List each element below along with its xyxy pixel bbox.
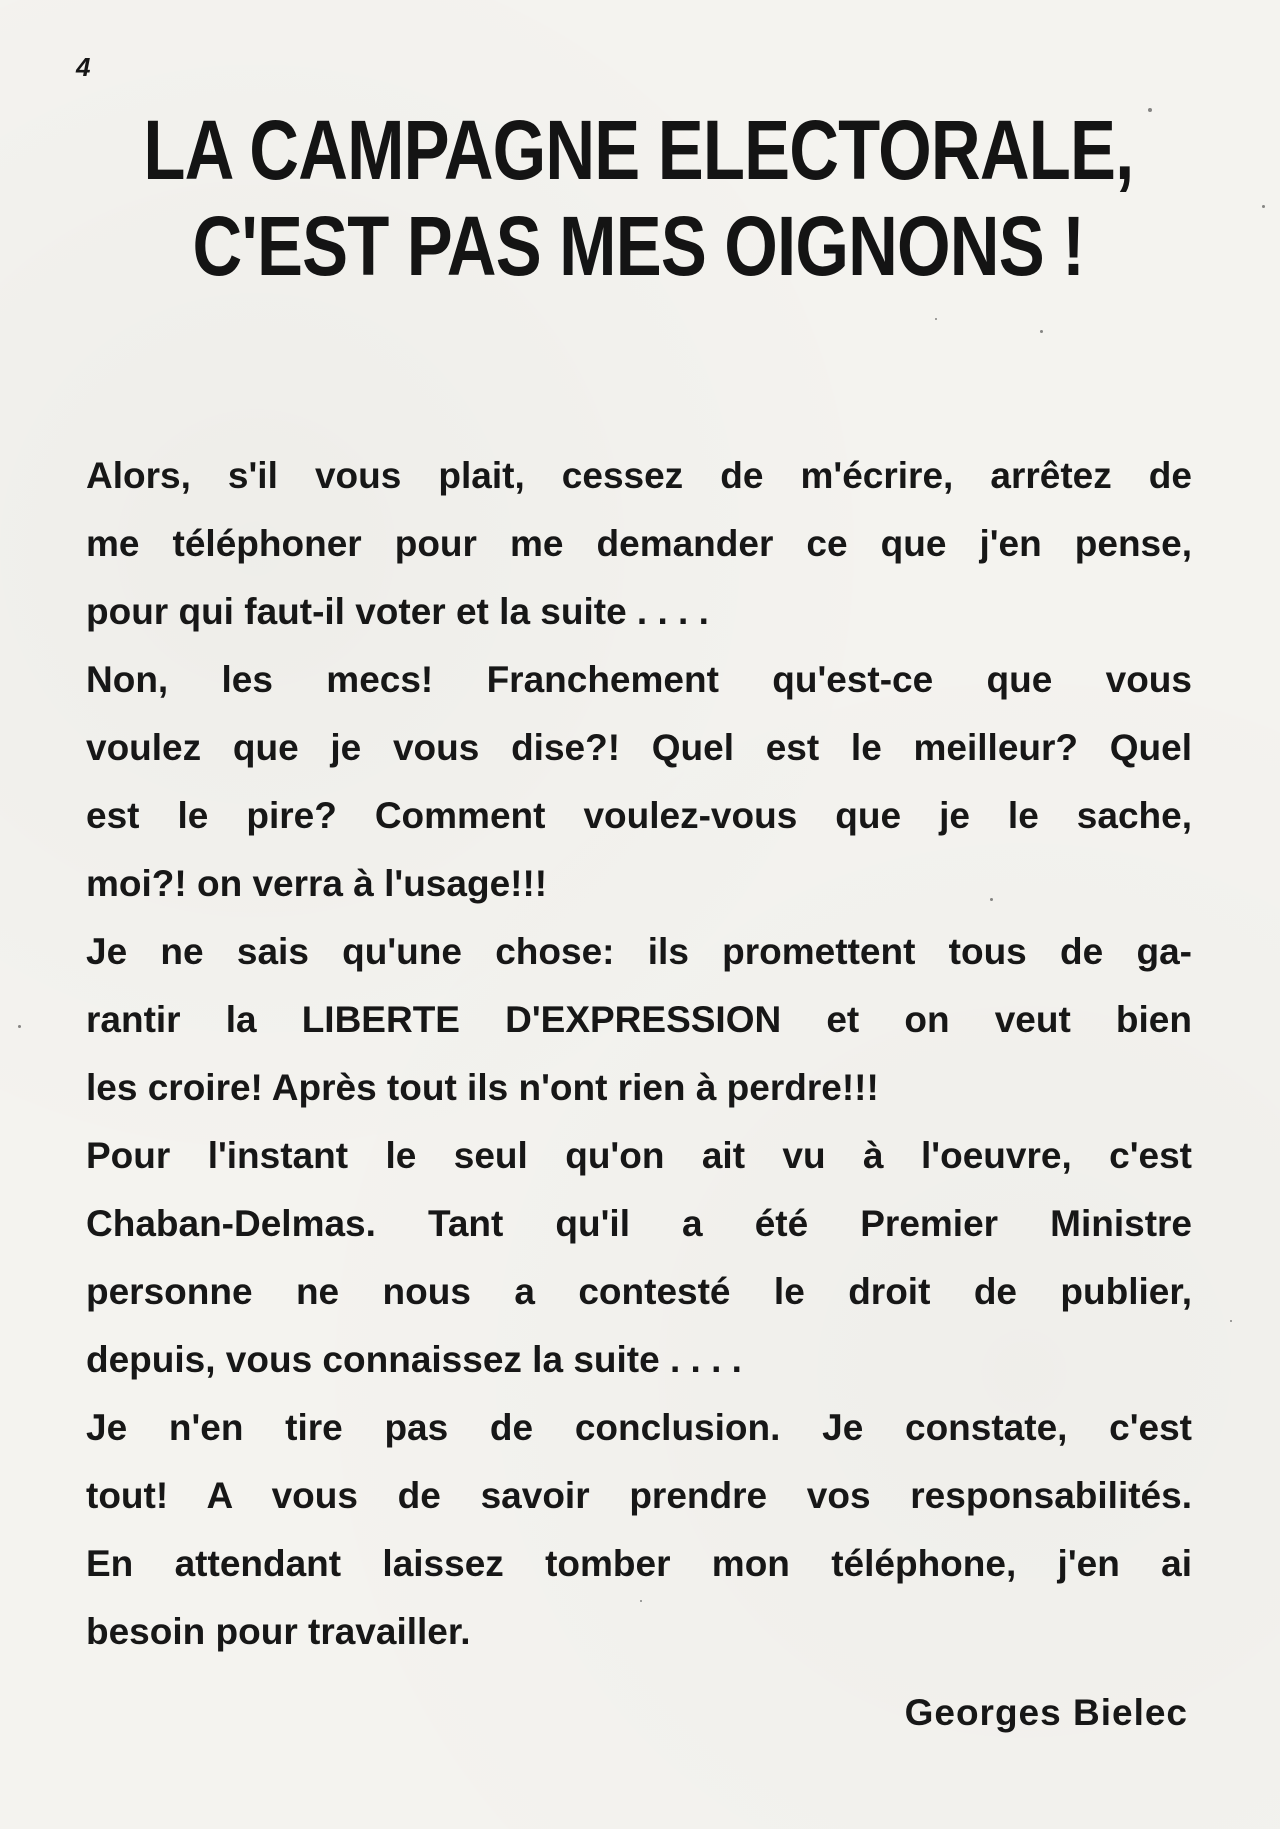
print-speck xyxy=(990,898,993,901)
article-headline xyxy=(130,102,1147,294)
body-line: Pour l'instant le seul qu'on ait vu à l'oeuvre, c'est xyxy=(86,1135,1192,1176)
body-line: tout! A vous de savoir prendre vos responsabilités. xyxy=(86,1475,1192,1516)
print-speck xyxy=(640,1600,642,1602)
page-number: 4 xyxy=(76,52,91,82)
body-line: pour qui faut-il voter et la suite . . . . xyxy=(86,591,709,632)
body-line: depuis, vous connaissez la suite . . . . xyxy=(86,1339,742,1380)
body-line: moi?! on verra à l'usage!!! xyxy=(86,863,548,904)
body-line: En attendant laissez tomber mon téléphone, j'en ai xyxy=(86,1543,1192,1584)
body-line: Je ne sais qu'une chose: ils promettent tous de ga- xyxy=(86,931,1192,972)
print-speck xyxy=(1262,205,1265,208)
body-line: Alors, s'il vous plait, cessez de m'écrire, arrêtez de xyxy=(86,455,1192,496)
article-body xyxy=(86,442,1192,1666)
body-line: voulez que je vous dise?! Quel est le meilleur? Quel xyxy=(86,727,1192,768)
headline-line-1: LA CAMPAGNE ELECTORALE, xyxy=(143,103,1134,197)
headline-line-2: C'EST PAS MES OIGNONS ! xyxy=(192,199,1085,293)
body-line: Non, les mecs! Franchement qu'est-ce que vous xyxy=(86,659,1192,700)
print-speck xyxy=(18,1025,21,1028)
author-signature: Georges Bielec xyxy=(904,1692,1188,1733)
body-line: Chaban-Delmas. Tant qu'il a été Premier Ministre xyxy=(86,1203,1192,1244)
body-line: Je n'en tire pas de conclusion. Je constate, c'est xyxy=(86,1407,1192,1448)
print-speck xyxy=(1040,330,1043,333)
body-line: est le pire? Comment voulez-vous que je le sache, xyxy=(86,795,1192,836)
print-speck xyxy=(1148,108,1152,112)
body-line: personne ne nous a contesté le droit de publier, xyxy=(86,1271,1192,1312)
body-line: les croire! Après tout ils n'ont rien à perdre!!! xyxy=(86,1067,879,1108)
print-speck xyxy=(1230,1320,1232,1322)
body-line: rantir la LIBERTE D'EXPRESSION et on veut bien xyxy=(86,999,1192,1040)
body-line: me téléphoner pour me demander ce que j'en pense, xyxy=(86,523,1192,564)
print-speck xyxy=(935,318,937,320)
body-line: besoin pour travailler. xyxy=(86,1611,471,1652)
